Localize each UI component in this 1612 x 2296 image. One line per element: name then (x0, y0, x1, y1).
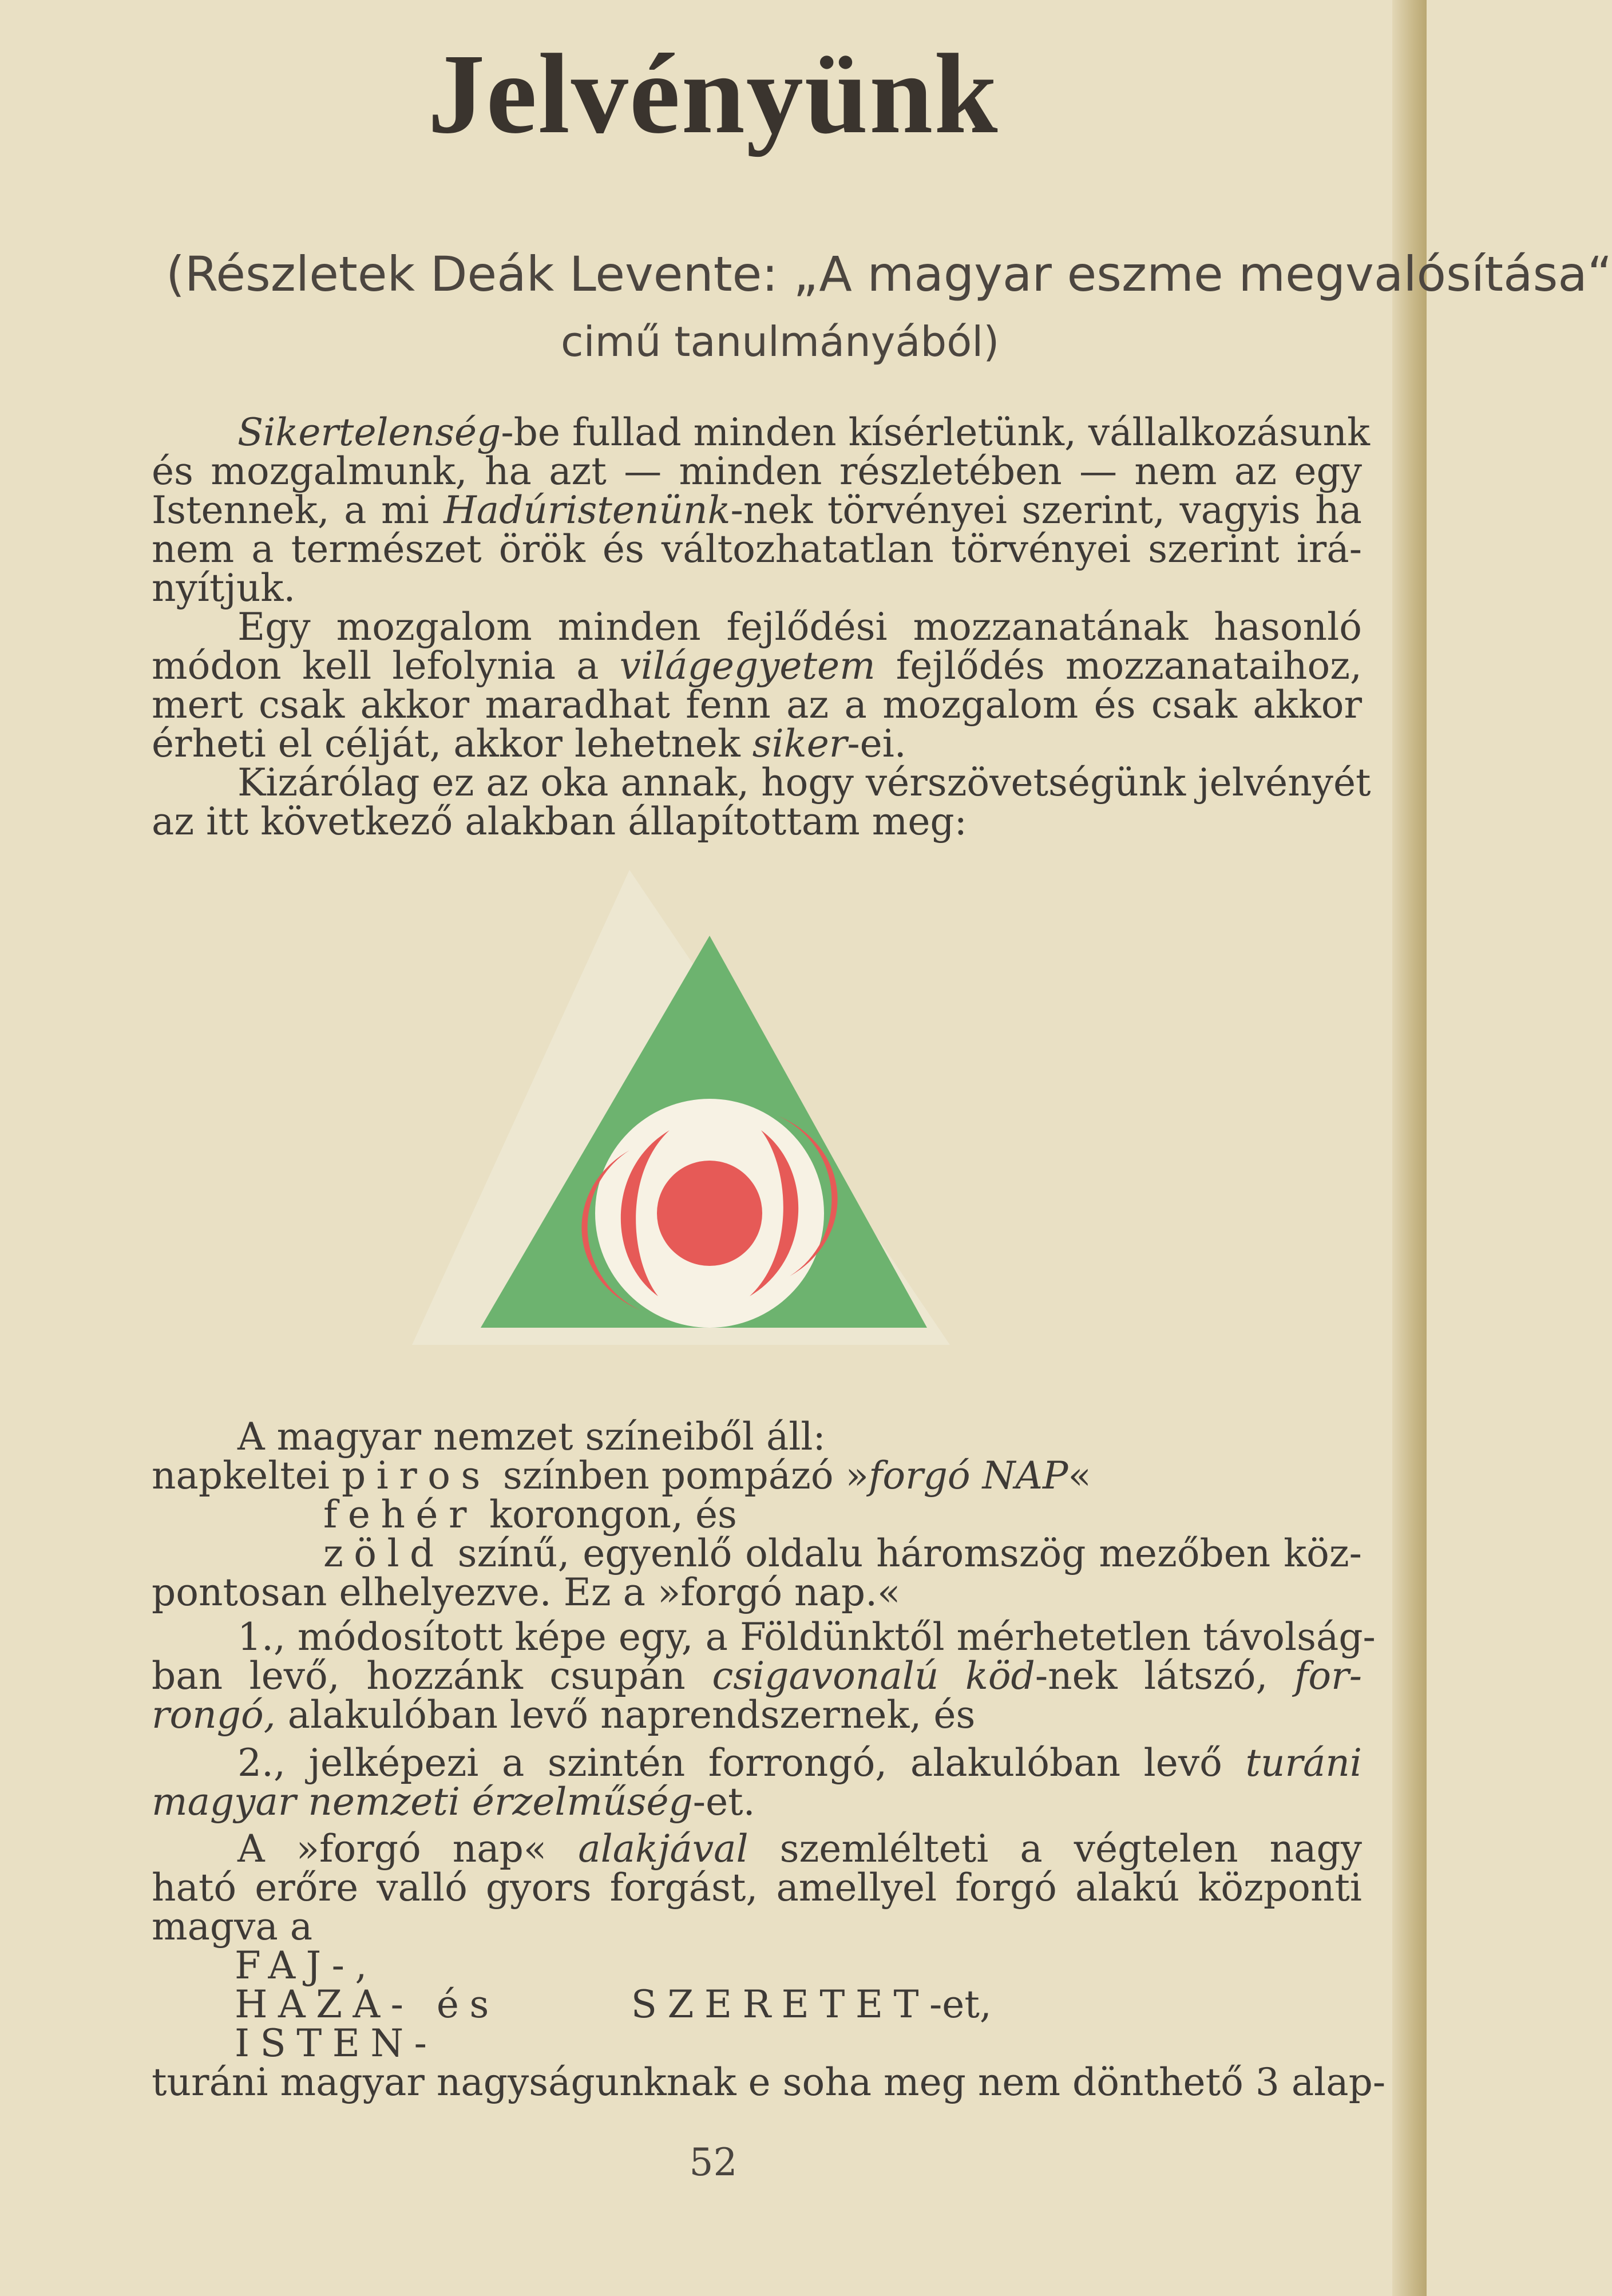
badge-emblem (412, 870, 950, 1351)
paragraph-3-line-2: az itt következő alakban állapítottam meg: (152, 799, 967, 844)
paragraph-1-line-1: Sikertelenség-be fullad minden kísérletünk, vállalkozásunk (237, 410, 1370, 454)
final-word-haza-szeretet: HAZA- és SZERETET-et, (235, 1982, 992, 2026)
paragraph-2-line-4: érheti el célját, akkor lehetnek siker-ei. (152, 722, 906, 766)
paragraph-1-line-3: Istennek, a mi Hadúristenünk-nek törvényei szerint, vagyis ha (152, 488, 1363, 532)
paragraph-3-line-1: Kizárólag ez az oka annak, hogy vérszövetségünk jelvényét (237, 761, 1371, 805)
paragraph-2-line-3: mert csak akkor maradhat fenn az a mozgalom és csak akkor (152, 683, 1362, 727)
emblem-red-sun (657, 1161, 762, 1266)
paragraph-1-line-5: nyítjuk. (152, 566, 296, 610)
page-number: 52 (689, 2140, 738, 2184)
colors-line-1: napkeltei piros színben pompázó »forgó NAP« (152, 1454, 1091, 1498)
page-title: Jelvényünk (427, 31, 999, 157)
list-item-1-line-3: rongó, alakulóban levő naprendszernek, és (152, 1693, 976, 1737)
final-paragraph-line-1: A »forgó nap« alakjával szemlélteti a végtelen nagy (237, 1827, 1362, 1871)
list-item-2-line-1: 2., jelképezi a szintén forrongó, alakulóban levő turáni (237, 1741, 1362, 1785)
final-paragraph-line-2: ható erőre valló gyors forgást, amellyel forgó alakú központi (152, 1866, 1362, 1910)
colors-line-4: pontosan elhelyezve. Ez a »forgó nap.« (152, 1570, 901, 1614)
final-paragraph-last-line: turáni magyar nagyságunknak e soha meg nem dönthető 3 alap- (152, 2060, 1386, 2104)
list-item-2-line-2: magyar nemzeti érzelműség-et. (152, 1780, 755, 1824)
paragraph-2-line-2: módon kell lefolynia a világegyetem fejlődés mozzanataihoz, (152, 644, 1362, 688)
paragraph-2-line-1: Egy mozgalom minden fejlődési mozzanatának hasonló (237, 605, 1362, 649)
paragraph-1-line-2: és mozgalmunk, ha azt — minden részletében — nem az egy (152, 449, 1362, 493)
subtitle-line-2: cimű tanulmányából) (561, 318, 1000, 366)
list-item-1-line-2: ban levő, hozzánk csupán csigavonalú köd-nek látszó, for- (152, 1654, 1362, 1698)
paragraph-1-line-4: nem a természet örök és változhatatlan törvényei szerint irá- (152, 527, 1362, 571)
final-word-isten: ISTEN- (235, 2021, 438, 2065)
final-paragraph-line-3: magva a (152, 1905, 313, 1949)
list-item-1-line-1: 1., módosított képe egy, a Földünktől mérhetetlen távolság- (237, 1615, 1376, 1659)
subtitle-line-1: (Részletek Deák Levente: „A magyar eszme megvalósítása“ (166, 246, 1612, 302)
colors-line-2: fehér korongon, és (323, 1493, 737, 1537)
colors-intro: A magyar nemzet színeiből áll: (237, 1415, 826, 1459)
colors-line-3: zöld színű, egyenlő oldalu háromszög mezőben köz- (323, 1531, 1362, 1575)
page-edge (1392, 0, 1427, 2296)
final-word-faj: FAJ-, (235, 1943, 378, 1988)
